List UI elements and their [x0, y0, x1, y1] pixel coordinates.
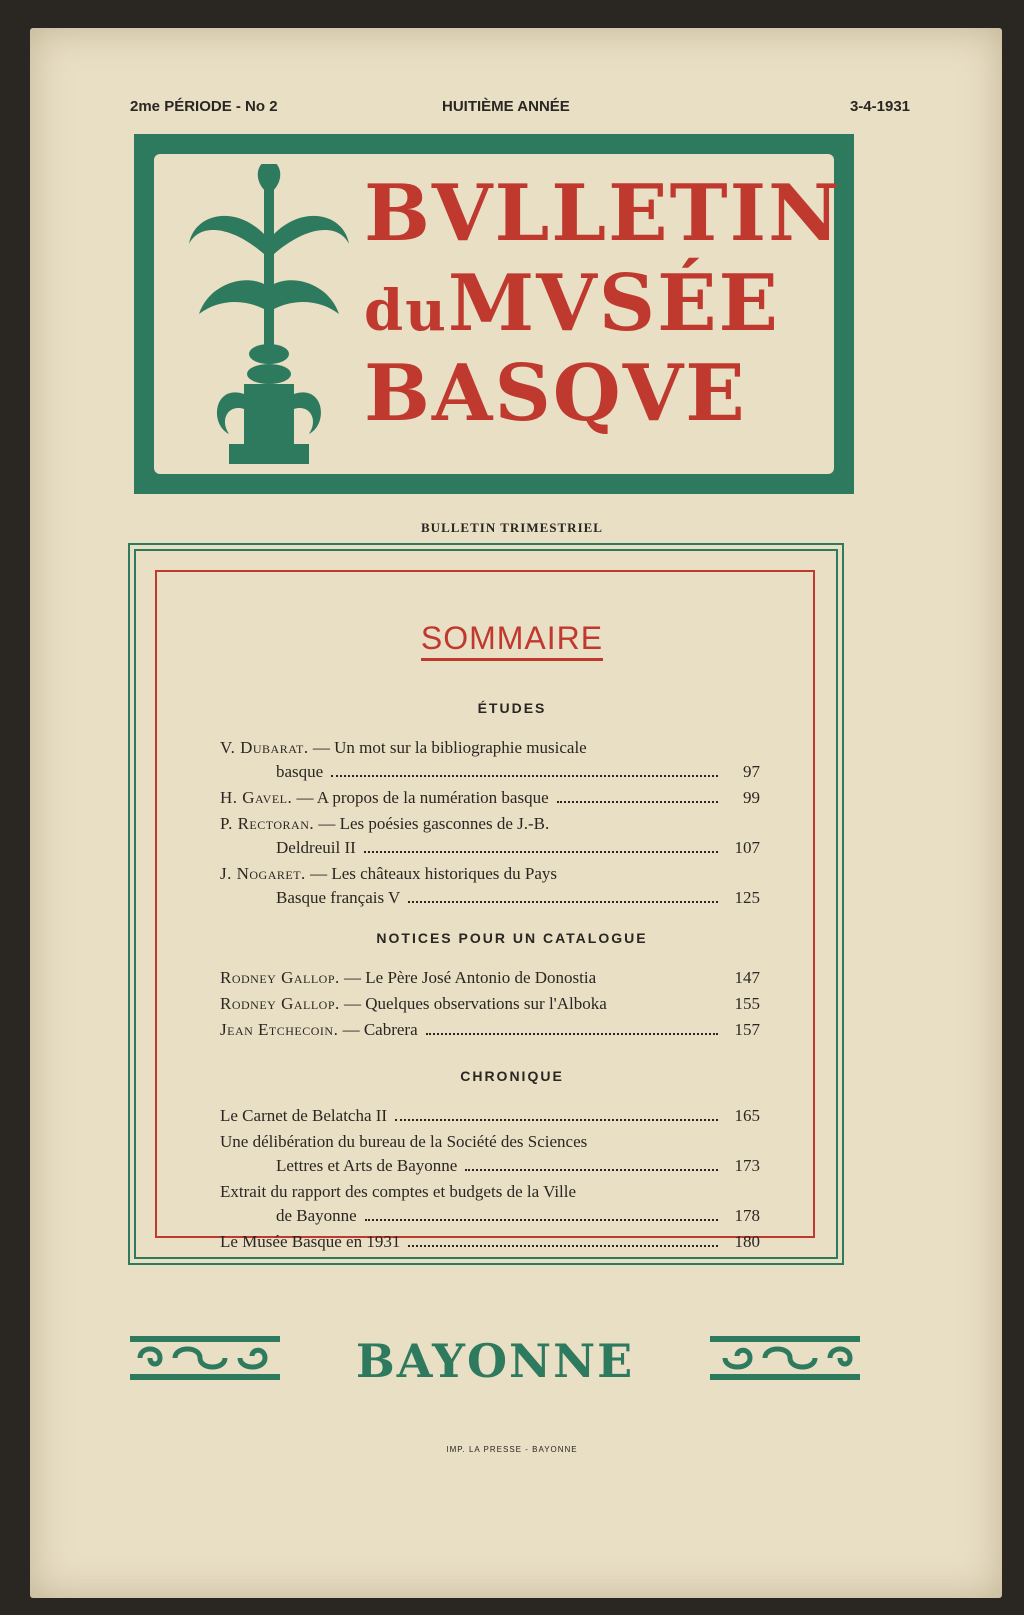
toc-title: Une délibération du bureau de la Société des Sciences — [220, 1132, 588, 1151]
toc-entry — [220, 1230, 760, 1254]
toc-title: Extrait du rapport des comptes et budgets de la Ville — [220, 1182, 577, 1201]
toc-title-cont: Lettres et Arts de Bayonne — [276, 1156, 458, 1175]
toc-page: 157 — [734, 1020, 760, 1039]
toc-page: 107 — [734, 838, 760, 857]
toc-author: P. Rectoran. — [220, 814, 315, 833]
toc-title: — Les poésies gasconnes de J.-B. — [318, 814, 550, 833]
section-heading-etudes: ÉTUDES — [477, 700, 547, 716]
annee-label: HUITIÈME ANNÉE — [442, 98, 570, 115]
sommaire-title — [0, 620, 1024, 657]
toc-page: 173 — [734, 1156, 760, 1175]
masthead-title-line2 — [364, 258, 780, 349]
toc-entry — [220, 862, 760, 910]
toc-entry — [220, 786, 760, 810]
toc-title: — Quelques observations sur l'Alboka — [344, 994, 607, 1013]
toc-author: H. Gavel. — [220, 788, 293, 807]
toc-title: — Un mot sur la bibliographie musicale — [312, 738, 587, 757]
sommaire-title-text: SOMMAIRE — [421, 620, 603, 661]
toc-title: — A propos de la numération basque — [296, 788, 549, 807]
toc-page: 99 — [743, 788, 760, 807]
masthead-title-line3: BASQVE — [364, 348, 747, 439]
toc-page: 178 — [734, 1206, 760, 1225]
periode-label: 2me PÉRIODE - No 2 — [130, 98, 278, 115]
toc-title-cont: de Bayonne — [276, 1206, 357, 1225]
toc-author: Rodney Gallop. — [220, 994, 340, 1013]
masthead-du: du — [364, 278, 448, 344]
toc-page: 147 — [734, 968, 760, 987]
toc-title-cont: basque — [276, 762, 324, 781]
masthead — [134, 134, 854, 494]
city-title: BAYONNE — [355, 1334, 635, 1388]
toc-page: 125 — [734, 888, 760, 907]
masthead-musee: MVSÉE — [447, 258, 780, 349]
issue-header — [130, 98, 910, 122]
toc-entry — [220, 1018, 760, 1042]
scroll-ornament-right-icon — [710, 1336, 860, 1380]
toc-author: Jean Etchecoin. — [220, 1020, 339, 1039]
toc-entry — [220, 1180, 760, 1228]
masthead-panel — [154, 154, 842, 474]
toc-page: 180 — [734, 1232, 760, 1251]
toc-entry — [220, 992, 760, 1016]
subtitle: BULLETIN TRIMESTRIEL — [421, 520, 603, 535]
toc-entry — [220, 812, 760, 860]
toc-entry — [220, 966, 760, 990]
masthead-title-line1: BVLLETIN — [364, 168, 842, 259]
toc-title-cont: Deldreuil II — [276, 838, 356, 857]
toc-author: Rodney Gallop. — [220, 968, 340, 987]
toc-author: V. Dubarat. — [220, 738, 309, 757]
toc-page: 97 — [743, 762, 760, 781]
toc-author: J. Nogaret. — [220, 864, 306, 883]
bayonne-banner — [130, 1330, 860, 1390]
date-label: 3-4-1931 — [849, 98, 910, 115]
toc-title: Le Carnet de Belatcha II — [220, 1106, 388, 1125]
toc-entry — [220, 1104, 760, 1128]
toc-page: 165 — [734, 1106, 760, 1125]
toc-page: 155 — [734, 994, 760, 1013]
section-heading-notices: NOTICES POUR UN CATALOGUE — [376, 930, 648, 946]
toc-title: — Le Père José Antonio de Donostia — [344, 968, 597, 987]
toc-entry — [220, 736, 760, 784]
toc-title: Le Musée Basque en 1931 — [220, 1232, 401, 1251]
toc-title-cont: Basque français V — [276, 888, 401, 907]
toc-title: — Cabrera — [342, 1020, 418, 1039]
vase-plant-icon — [174, 164, 364, 474]
printer-imprint: IMP. LA PRESSE - BAYONNE — [446, 1445, 578, 1454]
toc-title: — Les châteaux historiques du Pays — [310, 864, 557, 883]
toc-entry — [220, 1130, 760, 1178]
section-heading-chronique: CHRONIQUE — [460, 1068, 564, 1084]
